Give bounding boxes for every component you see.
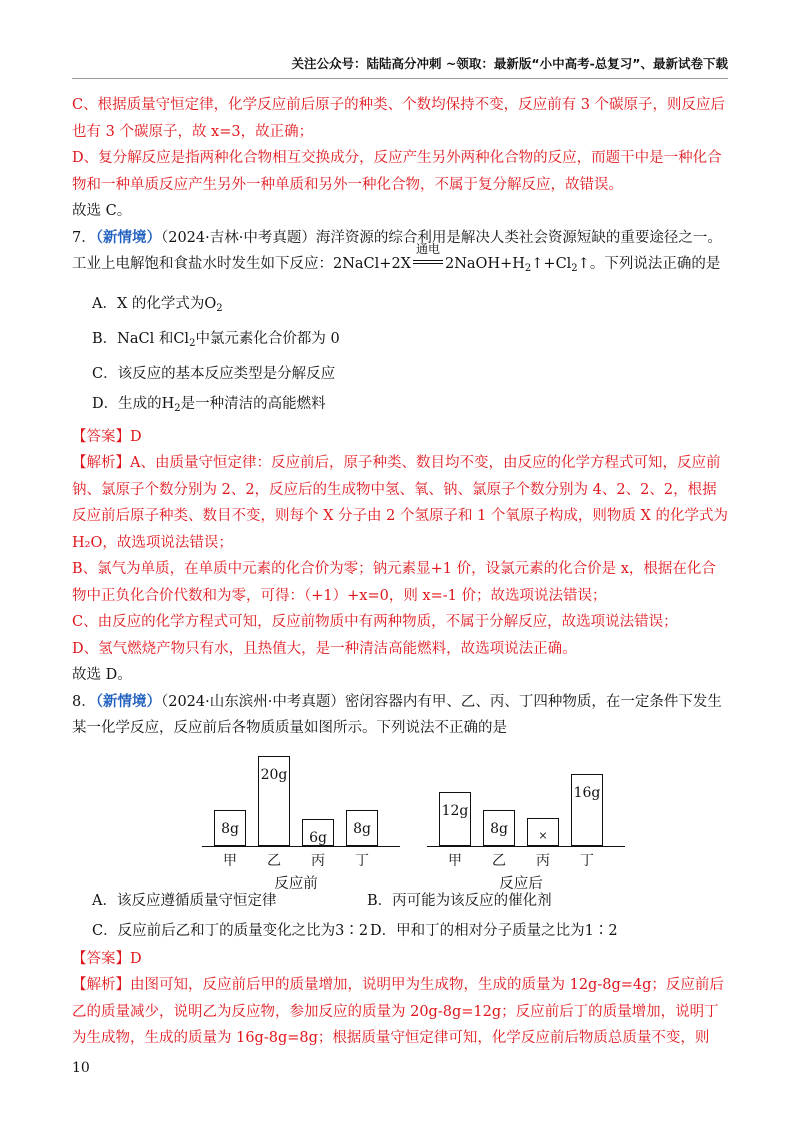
q8-option-c xyxy=(72,916,368,946)
bar-data-label: 8g xyxy=(221,820,239,837)
page-header: 关注公众号：陆陆高分冲刺 ~领取：最新版“小中高考-总复习”、最新试卷下载 xyxy=(291,56,728,71)
chart-bar xyxy=(571,774,603,846)
q7-option-d xyxy=(72,389,728,424)
eq-condition: 通电 xyxy=(415,242,440,256)
chart-axis xyxy=(427,846,625,847)
x-tick-label: 丙 xyxy=(536,852,550,869)
q7-option-b-text: B．NaCl 和Cl xyxy=(92,330,190,347)
q7-number: 7． xyxy=(72,229,96,246)
x-tick-label: 甲 xyxy=(448,852,462,869)
q8-option-c-text: C．反应前后乙和丁的质量变化之比为 xyxy=(92,922,336,939)
q7-option-b xyxy=(72,324,728,359)
q7-option-a-text: A．X 的化学式为O xyxy=(92,295,217,312)
bar-data-label: 16g xyxy=(573,784,601,801)
chart-bar xyxy=(302,819,334,846)
sub: 2 xyxy=(216,302,223,314)
q6-conclusion: 故选 C。 xyxy=(72,203,132,219)
sub: 2 xyxy=(174,402,181,414)
q7-answer xyxy=(72,424,728,451)
eq-sub: 2 xyxy=(571,263,578,274)
eq-products-c: ↑ xyxy=(577,256,590,272)
q8-options-row1 xyxy=(72,886,728,916)
chart-bar xyxy=(214,810,246,846)
page-content xyxy=(72,92,728,1052)
eq-products-b: ↑+Cl xyxy=(531,256,572,272)
q8-tag: （新情境） xyxy=(95,692,161,710)
x-tick-label: 丁 xyxy=(580,852,594,869)
q7-option-b-text2: 中氯元素化合价都为 0 xyxy=(195,330,340,347)
q7-option-d-text: D．生成的H xyxy=(92,395,175,412)
q8-option-d-ratio: 1∶2 xyxy=(584,922,618,939)
chart-axis xyxy=(202,846,400,847)
chart-title: 反应前 xyxy=(274,875,318,892)
analysis-text: A、由质量守恒定律：反应前后，原子种类、数目均不变，由反应的化学方程式可知，反应前钠、氯原子个数分别为 2、2，反应后的生成物中氢、氧、钠、氯原子个数分别为 4、2、2、2，根据反应前后原子种类、数目不变，则每个 X 分子由 2 个氢原子和 1 个氧原子构成，则物质 X 的化学式为 H₂O，故选项说法错误； xyxy=(72,455,728,551)
bar-chart-2 xyxy=(427,746,627,892)
q8-option-c-ratio: 3∶2 xyxy=(335,922,369,939)
q8-options-row2 xyxy=(72,916,728,946)
q7-option-a xyxy=(72,289,728,324)
q8-figure xyxy=(72,746,728,892)
x-tick-label: 丁 xyxy=(355,852,369,869)
q7-equation xyxy=(333,242,590,283)
q6-option-c-analysis: C、根据质量守恒定律，化学反应前后原子的种类、个数均保持不变，反应前有 3 个碳原子，则反应后也有 3 个碳原子，故 x=3，故正确； xyxy=(72,97,726,140)
q8-stem-text: 密闭容器内有甲、乙、丙、丁四种物质，在一定条件下发生某一化学反应，反应前后各物质质量如图所示。下列说法不正确的是 xyxy=(72,693,722,736)
chart-bar xyxy=(527,818,559,846)
x-tick-label: 丙 xyxy=(311,852,325,869)
q8-option-d xyxy=(368,916,618,946)
q7-analysis-d: D、氢气燃烧产物只有水，且热值大，是一种清洁高能燃料，故选项说法正确。 xyxy=(72,640,577,657)
bar-chart-1 xyxy=(202,746,402,892)
eq-products-a: 2NaOH+H xyxy=(445,256,525,272)
answer-value: D xyxy=(130,428,142,445)
q8-analysis xyxy=(72,972,728,1052)
x-tick-label: 乙 xyxy=(267,852,281,869)
eq-reactants: 2NaCl+2X xyxy=(333,256,411,272)
q7-analysis-b: B、氯气为单质，在单质中元素的化合价为零；钠元素显+1 价，设氯元素的化合价是 x，根据在化合物中正负化合价代数和为零，可得：（+1）+x=0，则 x=-1 价；故选项说法错误； xyxy=(72,561,716,604)
q8-answer xyxy=(72,946,728,973)
answer-label: 【答案】 xyxy=(72,950,130,967)
q8-option-d-text: D．甲和丁的相对分子质量之比为 xyxy=(370,922,585,939)
q7-stem xyxy=(72,225,728,283)
q8-stem xyxy=(72,689,728,742)
answer-label: 【答案】 xyxy=(72,428,130,445)
bar-data-label: 20g xyxy=(260,766,288,783)
header-divider xyxy=(72,78,728,79)
eq-sub: 2 xyxy=(524,263,532,274)
chart-bar xyxy=(346,810,378,846)
chart-bar xyxy=(483,810,515,846)
analysis-label: 【解析】 xyxy=(72,977,130,993)
q6-option-d-analysis: D、复分解反应是指两种化合物相互交换成分，反应产生另外两种化合物的反应，而题干中是一种化合物和一种单质反应产生另外一种单质和另外一种化合物，不属于复分解反应，故错误。 xyxy=(72,150,722,193)
q7-option-c: C．该反应的基本反应类型是分解反应 xyxy=(92,365,336,382)
bar-data-label: × xyxy=(538,828,548,842)
chart-bar xyxy=(439,792,471,846)
bar-data-label: 6g xyxy=(309,829,327,846)
chart-title: 反应后 xyxy=(499,875,543,892)
q8-number: 8． xyxy=(72,693,96,710)
bar-data-label: 8g xyxy=(490,820,508,837)
bar-data-label: 12g xyxy=(441,802,469,819)
q7-stem-end: 。下列说法正确的是 xyxy=(589,256,721,272)
q7-analysis-c: C、由反应的化学方程式可知，反应前物质中有两种物质，不属于分解反应，故选项说法错误； xyxy=(72,614,678,630)
bar-data-label: 8g xyxy=(353,820,371,837)
answer-value: D xyxy=(130,950,142,967)
analysis-label: 【解析】 xyxy=(72,455,130,471)
sub: 2 xyxy=(189,337,196,349)
chart-bar xyxy=(258,756,290,846)
q7-tag: （新情境） xyxy=(95,228,161,246)
q7-source: （2024·吉林·中考真题） xyxy=(160,229,316,246)
q7-analysis-a xyxy=(72,450,728,556)
q7-conclusion: 故选 D。 xyxy=(72,667,132,683)
x-tick-label: 甲 xyxy=(223,852,237,869)
q7-stem-text: 海洋资源的综合利用是解决人类社会资源短缺的重要途径之一。工业上电解饱和食盐水时发生如下反应： xyxy=(72,229,722,272)
q7-option-d-text2: 是一种清洁的高能燃料 xyxy=(180,395,326,412)
q8-option-b: B．丙可能为该反应的催化剂 xyxy=(367,892,552,909)
q8-option-a: A．该反应遵循质量守恒定律 xyxy=(92,892,277,909)
q8-source: （2024·山东滨州·中考真题） xyxy=(160,693,345,710)
page-number: 10 xyxy=(72,1060,90,1076)
analysis-text: 由图可知，反应前后甲的质量增加，说明甲为生成物，生成的质量为 12g-8g=4g；反应前后乙的质量减少，说明乙为反应物，参加反应的质量为 20g-8g=12g；反应前后丁的质量增加，说明丁为生成物，生成的质量为 16g-8g=8g；根据质量守恒定律可知，化学反应前后物质总质量不变，则 xyxy=(72,977,724,1046)
x-tick-label: 乙 xyxy=(492,852,506,869)
